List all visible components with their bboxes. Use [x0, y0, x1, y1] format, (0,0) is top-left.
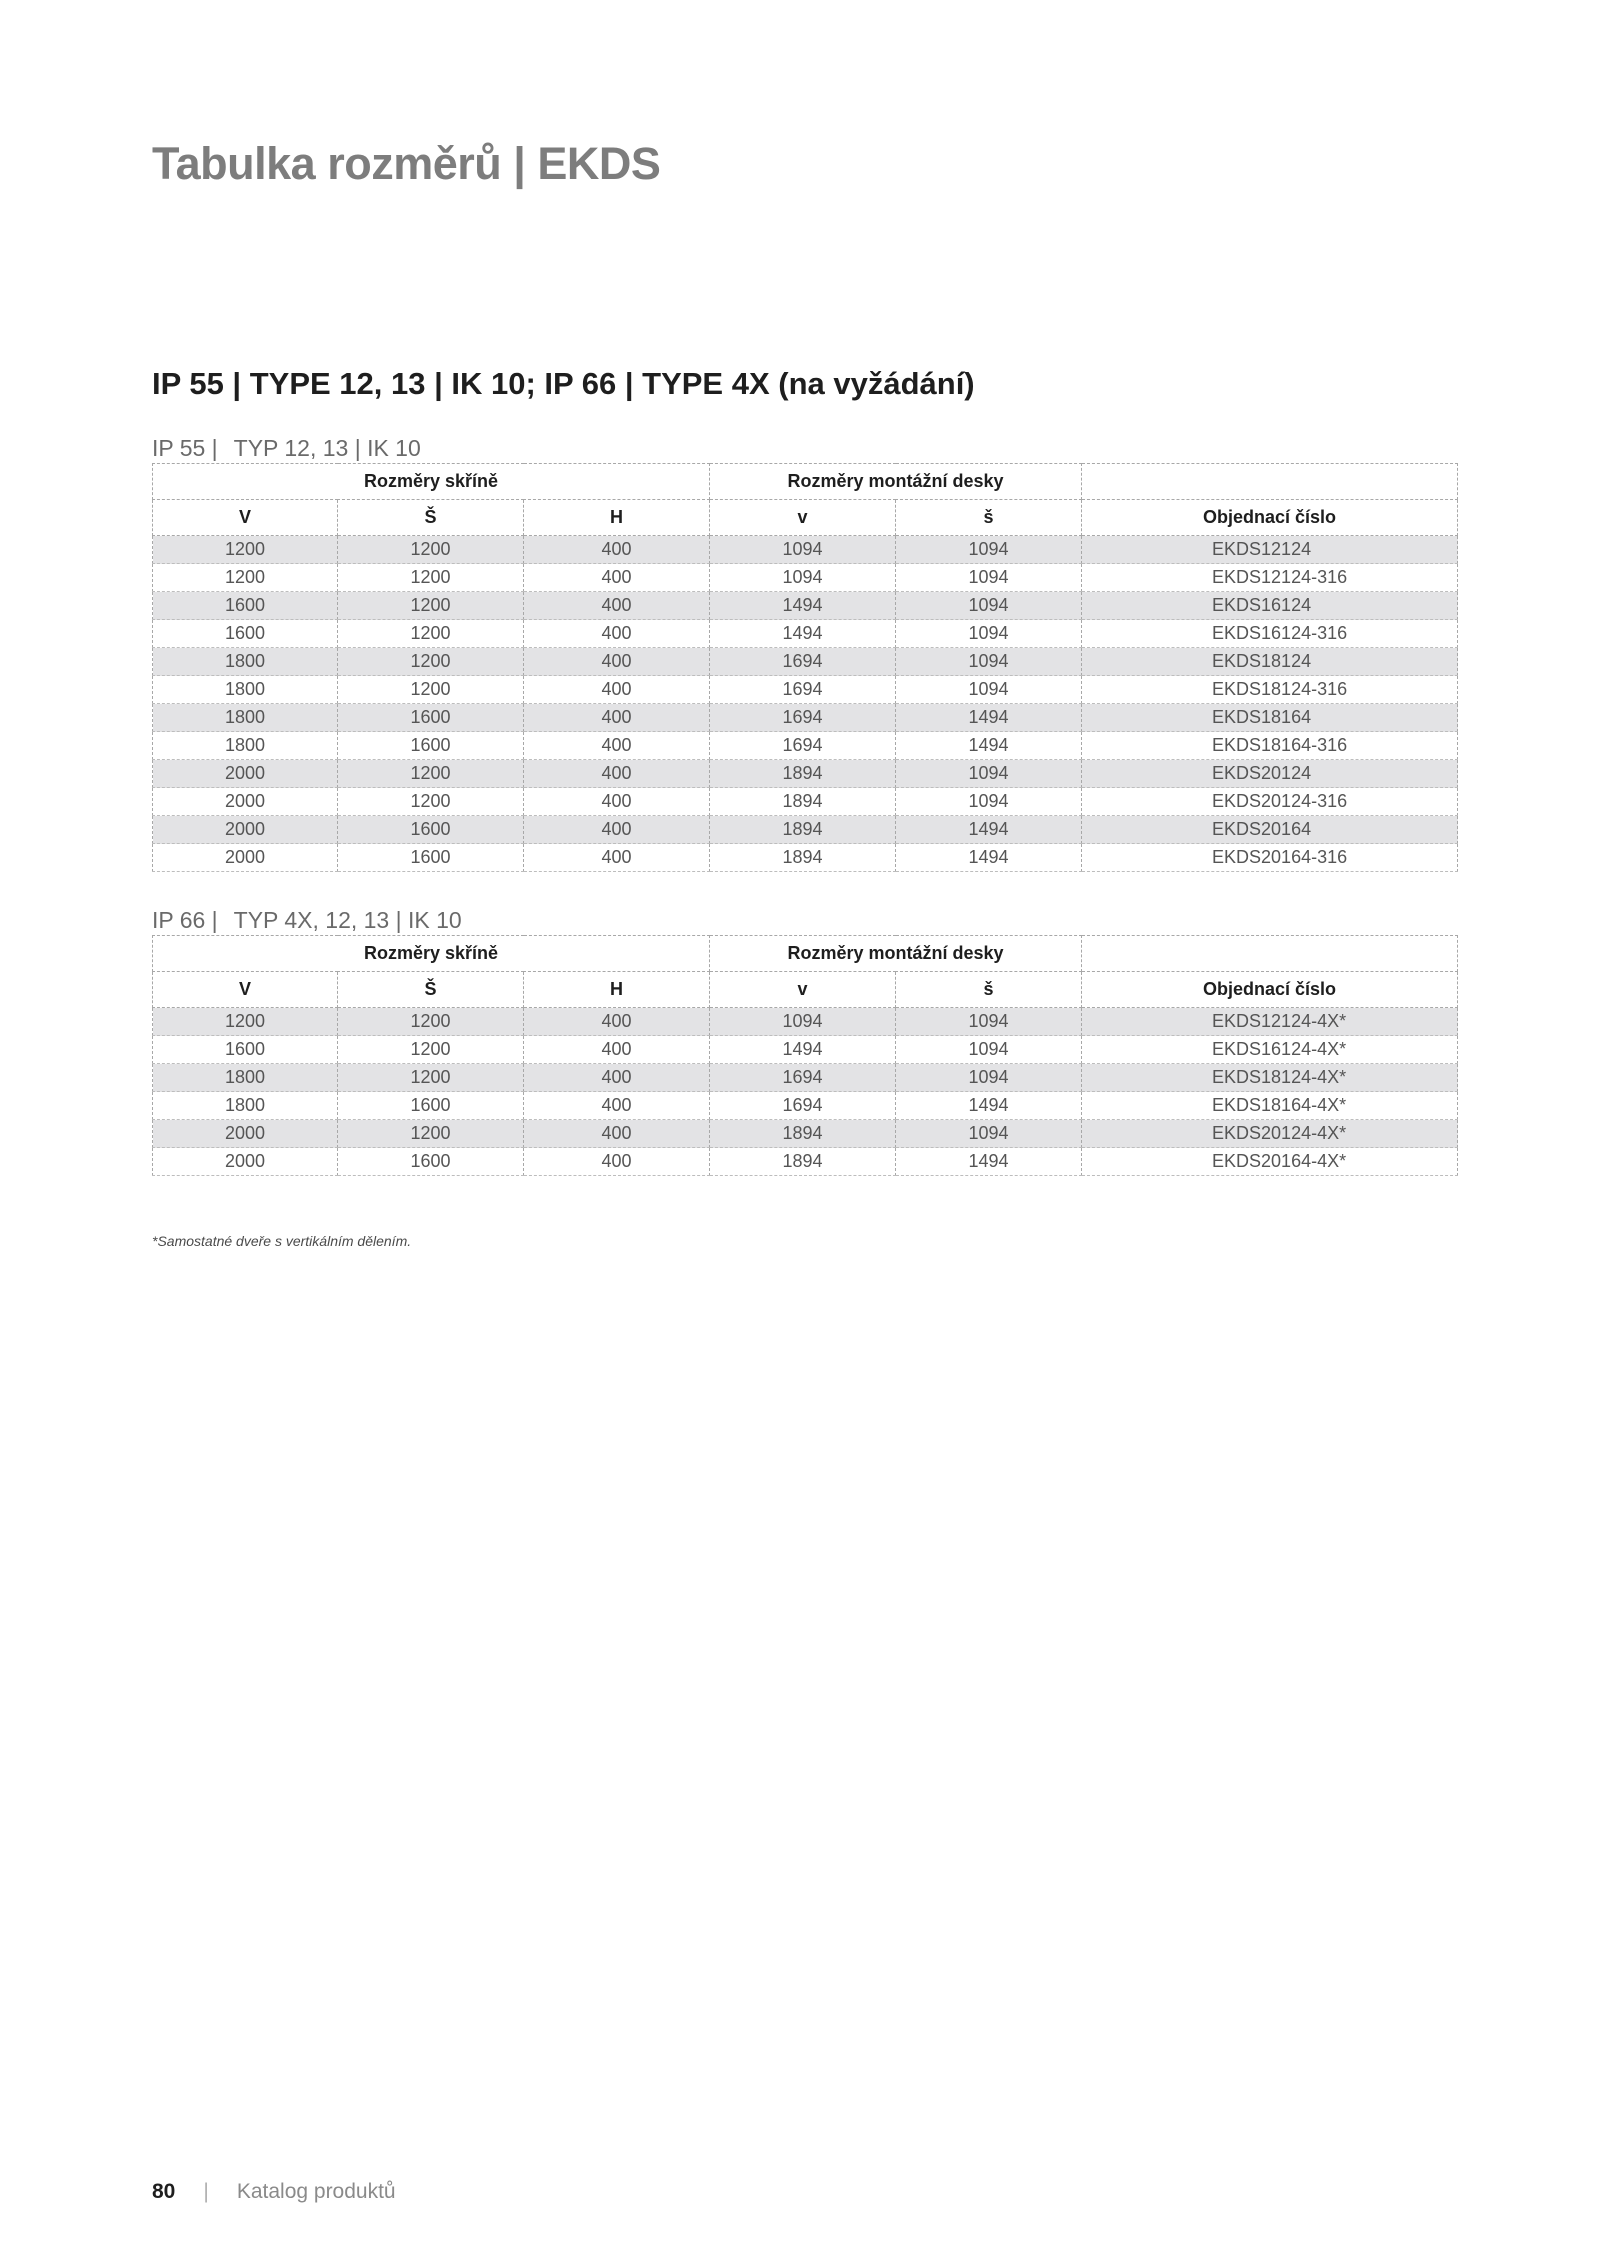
table-row — [153, 676, 1458, 704]
caption-type: TYP 4X, 12, 13 | IK 10 — [233, 907, 462, 933]
dimension-cell: 400 — [524, 760, 710, 788]
dimension-cell: 2000 — [153, 1120, 338, 1148]
dimension-cell: 1800 — [153, 676, 338, 704]
dimension-cell: 400 — [524, 704, 710, 732]
dimension-cell: 1200 — [153, 1008, 338, 1036]
dimension-cell: 400 — [524, 1148, 710, 1176]
dimension-cell: 1894 — [710, 788, 896, 816]
column-header: V — [153, 972, 338, 1008]
table-row — [153, 648, 1458, 676]
column-header: H — [524, 972, 710, 1008]
table-row — [153, 1148, 1458, 1176]
column-header: Objednací číslo — [1082, 972, 1458, 1008]
group-header-empty — [1082, 936, 1458, 972]
table-row — [153, 536, 1458, 564]
dimension-cell: 1094 — [896, 1120, 1082, 1148]
table-row — [153, 1008, 1458, 1036]
dimension-cell: 1894 — [710, 816, 896, 844]
group-header-cabinet: Rozměry skříně — [153, 936, 710, 972]
dimension-cell: 1094 — [896, 788, 1082, 816]
dimension-cell: 1800 — [153, 1092, 338, 1120]
footnote: *Samostatné dveře s vertikálním dělením. — [152, 1233, 412, 1249]
dimension-cell: 1600 — [338, 704, 524, 732]
table-row — [153, 564, 1458, 592]
group-header-plate: Rozměry montážní desky — [710, 936, 1082, 972]
dimension-cell: 1600 — [338, 732, 524, 760]
dimension-cell: 1494 — [896, 1092, 1082, 1120]
page-title: Tabulka rozměrů | EKDS — [152, 138, 661, 189]
table-row — [153, 1092, 1458, 1120]
column-header: v — [710, 500, 896, 536]
dimension-cell: 400 — [524, 592, 710, 620]
dimension-cell: 1094 — [896, 592, 1082, 620]
dimension-cell: 1600 — [153, 1036, 338, 1064]
dimension-cell: 1200 — [153, 536, 338, 564]
section-heading: IP 55 | TYPE 12, 13 | IK 10; IP 66 | TYPE 4X (na vyžádání) — [152, 366, 975, 401]
dimension-cell: 1800 — [153, 732, 338, 760]
dimension-cell: 1894 — [710, 844, 896, 872]
table-row — [153, 732, 1458, 760]
order-number-cell: EKDS20124-316 — [1082, 788, 1458, 816]
order-number-cell: EKDS18164-4X* — [1082, 1092, 1458, 1120]
dimension-cell: 400 — [524, 788, 710, 816]
dimension-cell: 1894 — [710, 1148, 896, 1176]
table-row — [153, 1036, 1458, 1064]
dimension-cell: 1094 — [896, 1036, 1082, 1064]
group-header-empty — [1082, 464, 1458, 500]
dimension-cell: 1094 — [896, 564, 1082, 592]
order-number-cell: EKDS18164-316 — [1082, 732, 1458, 760]
order-number-cell: EKDS18164 — [1082, 704, 1458, 732]
page-number: 80 — [152, 2180, 176, 2203]
caption-protection: IP 66 | — [152, 907, 218, 933]
order-number-cell: EKDS12124-316 — [1082, 564, 1458, 592]
dimension-cell: 1694 — [710, 704, 896, 732]
table-row — [153, 1120, 1458, 1148]
dimension-cell: 1600 — [153, 620, 338, 648]
table-caption — [152, 905, 1457, 935]
dimension-cell: 1200 — [338, 592, 524, 620]
dimension-cell: 2000 — [153, 760, 338, 788]
table-caption — [152, 433, 1457, 463]
table-row — [153, 844, 1458, 872]
dimension-cell: 1200 — [338, 1120, 524, 1148]
dimension-cell: 400 — [524, 1064, 710, 1092]
catalog-label: Katalog produktů — [236, 2180, 396, 2203]
dimension-cell: 400 — [524, 620, 710, 648]
dimension-cell: 1600 — [338, 1092, 524, 1120]
dimension-cell: 400 — [524, 536, 710, 564]
dimension-cell: 400 — [524, 676, 710, 704]
order-number-cell: EKDS20164-4X* — [1082, 1148, 1458, 1176]
dimension-cell: 1200 — [338, 1064, 524, 1092]
dimension-cell: 1694 — [710, 732, 896, 760]
dimension-cell: 400 — [524, 732, 710, 760]
dimension-cell: 1094 — [896, 1064, 1082, 1092]
table-row — [153, 620, 1458, 648]
order-number-cell: EKDS18124-316 — [1082, 676, 1458, 704]
column-header: Š — [338, 500, 524, 536]
dimension-cell: 1894 — [710, 1120, 896, 1148]
dimension-cell: 1694 — [710, 648, 896, 676]
dimension-cell: 1200 — [338, 564, 524, 592]
dimension-cell: 1200 — [338, 788, 524, 816]
dimension-cell: 1494 — [896, 844, 1082, 872]
dimension-cell: 400 — [524, 648, 710, 676]
order-number-cell: EKDS20124 — [1082, 760, 1458, 788]
dimension-cell: 1694 — [710, 676, 896, 704]
dimension-cell: 1494 — [896, 816, 1082, 844]
dimension-cell: 400 — [524, 564, 710, 592]
dimension-cell: 1600 — [338, 816, 524, 844]
dimension-cell: 1094 — [710, 564, 896, 592]
table-row — [153, 788, 1458, 816]
dimension-cell: 1200 — [338, 1036, 524, 1064]
dimension-cell: 1200 — [338, 536, 524, 564]
dimension-cell: 400 — [524, 1036, 710, 1064]
dimension-cell: 2000 — [153, 816, 338, 844]
dimension-cell: 1094 — [710, 1008, 896, 1036]
table-row — [153, 704, 1458, 732]
dimension-cell: 2000 — [153, 1148, 338, 1176]
column-header: Objednací číslo — [1082, 500, 1458, 536]
column-header: š — [896, 500, 1082, 536]
dimension-cell: 400 — [524, 1008, 710, 1036]
column-header: v — [710, 972, 896, 1008]
table-row — [153, 760, 1458, 788]
dimension-cell: 400 — [524, 816, 710, 844]
dimension-cell: 1094 — [896, 536, 1082, 564]
dimension-cell: 400 — [524, 844, 710, 872]
column-header: V — [153, 500, 338, 536]
dimensions-table — [152, 463, 1458, 872]
dimension-cell: 400 — [524, 1092, 710, 1120]
dimensions-table — [152, 935, 1458, 1176]
dimension-cell: 1200 — [338, 760, 524, 788]
table-ip55 — [152, 433, 1457, 872]
dimension-cell: 1094 — [896, 1008, 1082, 1036]
dimension-cell: 1800 — [153, 704, 338, 732]
dimension-cell: 1200 — [338, 648, 524, 676]
dimension-cell: 1600 — [338, 1148, 524, 1176]
order-number-cell: EKDS12124-4X* — [1082, 1008, 1458, 1036]
order-number-cell: EKDS20124-4X* — [1082, 1120, 1458, 1148]
order-number-cell: EKDS20164 — [1082, 816, 1458, 844]
dimension-cell: 1200 — [338, 620, 524, 648]
dimension-cell: 1694 — [710, 1092, 896, 1120]
footer-separator: | — [203, 2180, 209, 2203]
table-row — [153, 592, 1458, 620]
order-number-cell: EKDS16124 — [1082, 592, 1458, 620]
order-number-cell: EKDS12124 — [1082, 536, 1458, 564]
dimension-cell: 1600 — [153, 592, 338, 620]
order-number-cell: EKDS16124-4X* — [1082, 1036, 1458, 1064]
dimension-cell: 1600 — [338, 844, 524, 872]
order-number-cell: EKDS20164-316 — [1082, 844, 1458, 872]
dimension-cell: 1494 — [896, 732, 1082, 760]
dimension-cell: 1494 — [710, 1036, 896, 1064]
order-number-cell: EKDS16124-316 — [1082, 620, 1458, 648]
group-header-plate: Rozměry montážní desky — [710, 464, 1082, 500]
dimension-cell: 1094 — [896, 676, 1082, 704]
caption-protection: IP 55 | — [152, 435, 218, 461]
dimension-cell: 1094 — [896, 760, 1082, 788]
dimension-cell: 1494 — [896, 704, 1082, 732]
dimension-cell: 1800 — [153, 648, 338, 676]
dimension-cell: 1094 — [896, 648, 1082, 676]
column-header: H — [524, 500, 710, 536]
dimension-cell: 1200 — [338, 1008, 524, 1036]
dimension-cell: 2000 — [153, 788, 338, 816]
page-footer — [152, 2180, 396, 2204]
dimension-cell: 1094 — [710, 536, 896, 564]
table-row — [153, 816, 1458, 844]
group-header-cabinet: Rozměry skříně — [153, 464, 710, 500]
dimension-cell: 2000 — [153, 844, 338, 872]
dimension-cell: 1200 — [153, 564, 338, 592]
dimension-cell: 1200 — [338, 676, 524, 704]
dimension-cell: 1894 — [710, 760, 896, 788]
dimension-cell: 400 — [524, 1120, 710, 1148]
order-number-cell: EKDS18124-4X* — [1082, 1064, 1458, 1092]
caption-type: TYP 12, 13 | IK 10 — [233, 435, 421, 461]
dimension-cell: 1094 — [896, 620, 1082, 648]
table-ip66 — [152, 905, 1457, 1176]
table-body — [153, 536, 1458, 872]
dimension-cell: 1494 — [710, 620, 896, 648]
dimension-cell: 1800 — [153, 1064, 338, 1092]
order-number-cell: EKDS18124 — [1082, 648, 1458, 676]
table-row — [153, 1064, 1458, 1092]
dimension-cell: 1494 — [710, 592, 896, 620]
dimension-cell: 1494 — [896, 1148, 1082, 1176]
column-header: Š — [338, 972, 524, 1008]
table-body — [153, 1008, 1458, 1176]
dimension-cell: 1694 — [710, 1064, 896, 1092]
column-header: š — [896, 972, 1082, 1008]
